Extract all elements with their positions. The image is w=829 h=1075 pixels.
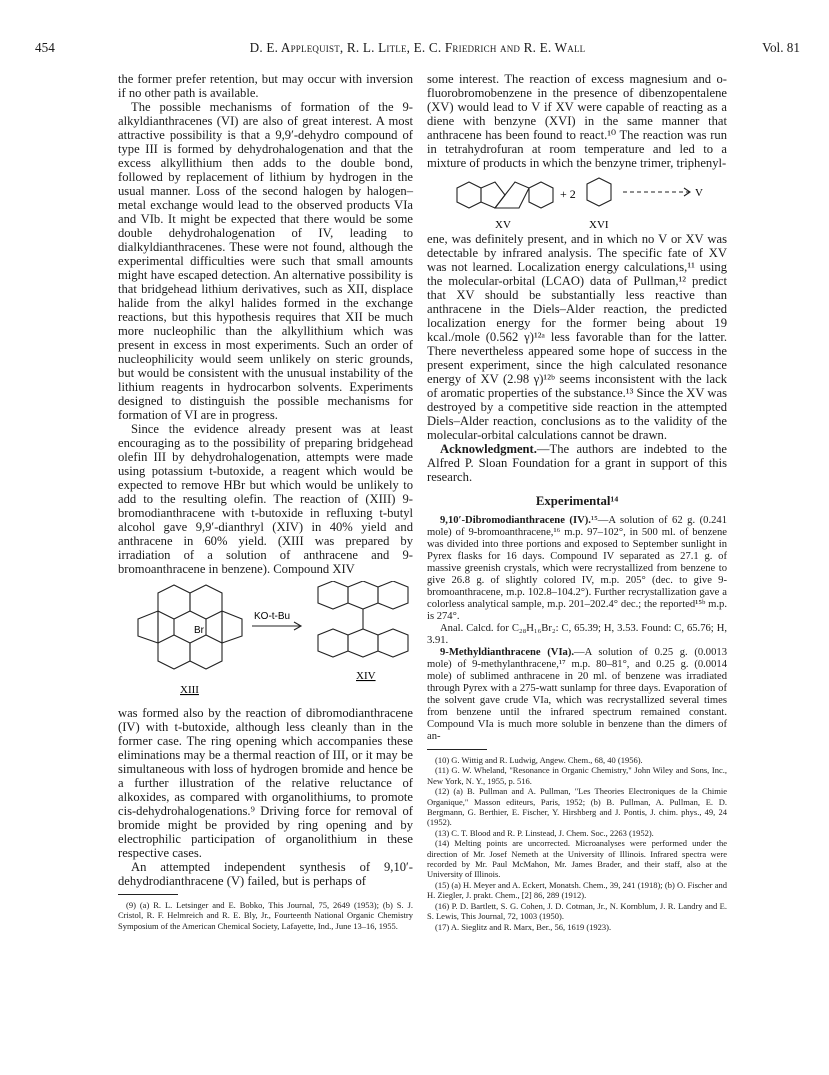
footnote-15: (15) (a) H. Meyer and A. Eckert, Monatsh. Chem., 39, 241 (1918); (b) O. Fischer and H. Ziegler, J. prakt. Chem., [2] 86, 289 (1912).	[427, 879, 727, 901]
product-v-label: V	[695, 187, 703, 199]
reaction-scheme-xiii-xiv	[118, 581, 413, 701]
right-column	[427, 72, 727, 932]
footnote-10: (10) G. Wittig and R. Ludwig, Angew. Chem., 68, 40 (1956).	[435, 755, 643, 765]
acknowledgment-text: —The authors are indebted to the Alfred P. Sloan Foundation for a grant in support of this research.	[427, 442, 727, 484]
left-paragraph-2: The possible mechanisms of formation of the 9-alkyldianthracenes (VI) are also of great interest. A most attractive possibility is that a 9,9′-dehydro compound of type III is formed by dehydrohalogenation and that the excess alkyllithium then adds to the double bond, followed by replacement of lithium by hydrogen in the usual manner. Loss of the second halogen by halogen–metal exchange would lead to the observed products VIa and VIb. It might be expected that there would be some double dehydrohalogenation of IV, leading to dialkyldianthracenes. These were not found, although the experimental difficulties were such that small amounts might have escaped detection. An alternative possibility is that bridgehead lithium derivatives, such as XII, displace halide from the alkyl halides formed in the exchange reactions, but this hypothesis requires that XII be much more nucleophilic than the alkyllithium which was present in excess in most experiments. Such an order of nucleophilicity would seem unlikely on steric grounds, but would be consistent with the unusual instability of the lithium reagents in hydrocarbon solvents. Experiments designed to distinguish the possible mechanisms for formation of VI are in progress.	[118, 100, 413, 422]
experimental-entry-iv	[427, 515, 727, 623]
acknowledgment-heading: Acknowledgment.	[440, 442, 537, 456]
reagent-label: KO-t-Bu	[254, 611, 291, 622]
page-number: 454	[35, 40, 55, 55]
volume-label: Vol. 81	[762, 40, 800, 55]
running-authors: D. E. Applequist, R. L. Litle, E. C. Friedrich and R. E. Wall	[249, 40, 586, 55]
compound-label-xvi: XVI	[589, 219, 609, 231]
left-paragraph-4: was formed also by the reaction of dibromodianthracene (IV) with t-butoxide, although less cleanly than in the former case. The ring opening which accompanies these eliminations may be a thermal reaction of III, or it may be simultaneous with loss of hydrogen bromide and hence be a further illustration of the relative reluctance of alkoxides, as compared with organolithiums, to promote cis-dehydrohalogenations.⁹ Driving force for removal of bromide might be provided by ring opening and by electrophilic participation of organolithium in these respective cases.	[118, 706, 413, 860]
footnote-rule-right	[427, 749, 487, 750]
right-paragraph-1: some interest. The reaction of excess magnesium and o-fluorobromobenzene in the presence of dibenzopentalene (XV) would lead to V if XV were capable of reacting as a diene with benzyne (XVI) in the same manner that anthracene has been found to react.¹⁰ The reaction was run in tetrahydrofuran at room temperature and led to a mixture of products in which the benzyne trimer, triphenyl-	[427, 72, 727, 170]
footnote-16: (16) P. D. Bartlett, S. G. Cohen, J. D. Cotman, Jr., N. Kornblum, J. R. Landry and E. S. Lewis, This Journal, 72, 1003 (1950).	[427, 900, 727, 922]
experimental-entry-via	[427, 647, 727, 743]
bromine-label: Br	[194, 625, 204, 636]
right-footnotes	[427, 755, 727, 932]
entry-iv-analysis: Anal. Calcd. for C₂₈H₁₆Br₂: C, 65.39; H, 3.53. Found: C, 65.76; H, 3.91.	[427, 623, 727, 646]
compound-label-xiii: XIII	[180, 684, 199, 696]
footnote-14: (14) Melting points are uncorrected. Microanalyses were performed under the direction of Mr. Josef Nemeth at the University of Illinois. Infrared spectra were recorded by Mr. Paul McMahon, Mr. James Brader, and their staff, also at the University of Illinois.	[427, 838, 727, 880]
left-footnotes	[118, 900, 413, 931]
footnote-rule	[118, 894, 178, 895]
reaction-scheme-xv-xvi	[427, 174, 727, 232]
left-column	[118, 72, 413, 931]
footnote-17: (17) A. Sieglitz and R. Marx, Ber., 56, 1619 (1923).	[435, 921, 612, 932]
plus-two-label: + 2	[560, 187, 576, 201]
entry-via-heading: 9-Methyldianthracene (VIa).	[440, 647, 575, 658]
acknowledgment-paragraph	[427, 442, 727, 484]
page-header	[35, 40, 800, 60]
footnote-11: (11) G. W. Wheland, "Resonance in Organic Chemistry," John Wiley and Sons, Inc., New York, N. Y., 1955, p. 516.	[427, 765, 727, 786]
experimental-section	[427, 515, 727, 743]
compound-label-xv: XV	[495, 219, 511, 231]
footnote-12: (12) (a) B. Pullman and A. Pullman, "Les Theories Electroniques de la Chimie Organique," Masson editeurs, Paris, 1952; (b) B. Pullman, A. Pullman, E. D. Bergmann, G. Berthier, E. Fischer, Y. Hirshberg and J. Pontis, J. chim. phys., 49, 24 (1952).	[427, 786, 727, 828]
reaction-diagram	[118, 581, 413, 701]
entry-iv-heading: 9,10′-Dibromodianthracene (IV).	[440, 515, 591, 526]
benzyne-diagram	[427, 174, 727, 232]
left-paragraph-3: Since the evidence already present was at least encouraging as to the possibility of preparing bridgehead olefin III by dehydrohalogenation, attempts were made using potassium t-butoxide, a reagent which would be expected to remove HBr but which would be unlikely to add to the resulting olefin. The reaction of (XIII) 9-bromodianthracene with t-butoxide in refluxing t-butyl alcohol gave 9,9′-dianthryl (XIV) in 40% yield and anthracene in 60% yield. (XIII was prepared by irradiation of a solution of anthracene and 9-bromoanthracene in benzene). Compound XIV	[118, 422, 413, 576]
experimental-heading: Experimental¹⁴	[535, 494, 619, 508]
left-paragraph-5: An attempted independent synthesis of 9,10′-dehydrodianthracene (V) failed, but is perhaps of	[118, 860, 413, 888]
entry-iv-text: ¹⁵—A solution of 62 g. (0.241 mole) of 9-bromoanthracene,¹⁶ m.p. 97–102°, in 500 ml. of benzene was divided into three portions and exposed to September sunlight in Pyrex flasks for 16 days. Compound IV separated as 27.1 g. of massive greenish crystals, which were recrystallized from benzene to give 26.8 g. of slightly colored IV, m.p. 205° (dec. to give 9-bromoanthracene, m.p. 102.8–104.2°). Further recrystallization gave a colorless analytical sample, m.p. 201–202.4° dec.; the reported¹⁵ᵇ m.p. is 274°.	[427, 515, 728, 622]
footnote-13: (13) C. T. Blood and R. P. Linstead, J. Chem. Soc., 2263 (1952).	[435, 827, 654, 838]
compound-label-xiv: XIV	[356, 670, 376, 682]
footnote-9: (9) (a) R. L. Letsinger and E. Bobko, This Journal, 75, 2649 (1953); (b) S. J. Cristol, R. F. Helmreich and R. E. Bly, Jr., Fourteenth National Organic Chemistry Symposium of the American Chemical Society, Lafayette, Ind., June 13–16, 1955.	[118, 900, 413, 931]
entry-via-text: —A solution of 0.25 g. (0.0013 mole) of 9-methylanthracene,¹⁷ m.p. 80–81°, and 0.25 g. (0.0014 mole) of sublimed anthracene in 20 ml. of benzene was irradiated through Pyrex with a 275-watt sunlamp for three days. Evaporation of the solvent gave crude VIa, which was recrystallized several times from benzene until the infrared spectrum remained constant. Compound VIa is much more soluble in benzene than the dimers of an-	[427, 647, 727, 742]
right-paragraph-2: ene, was definitely present, and in which no V or XV was detectable by infrared analysis. The specific fate of XV was not learned. Localization energy calculations,¹¹ using the molecular-orbital (LCAO) data of Pullman,¹² predict that XV should be substantially less reactive than anthracene in the Diels–Alder reaction, the predicted localization energy for the former being about 19 kcal./mole (0.562 γ)¹²ᵃ less favorable than for the latter. There nevertheless appeared some hope of success in the present experiment, since the high calculated resonance energy of XV (2.98 γ)¹²ᵇ seems inconsistent with the lack of aromatic properties of the substance.¹³ Since the XV was destroyed by a competitive side reaction in the attempted Diels–Alder reaction, conclusions as to the validity of the molecular-orbital calculations cannot be drawn.	[427, 232, 727, 442]
left-paragraph-1: the former prefer retention, but may occur with inversion if no other path is available.	[118, 72, 413, 100]
